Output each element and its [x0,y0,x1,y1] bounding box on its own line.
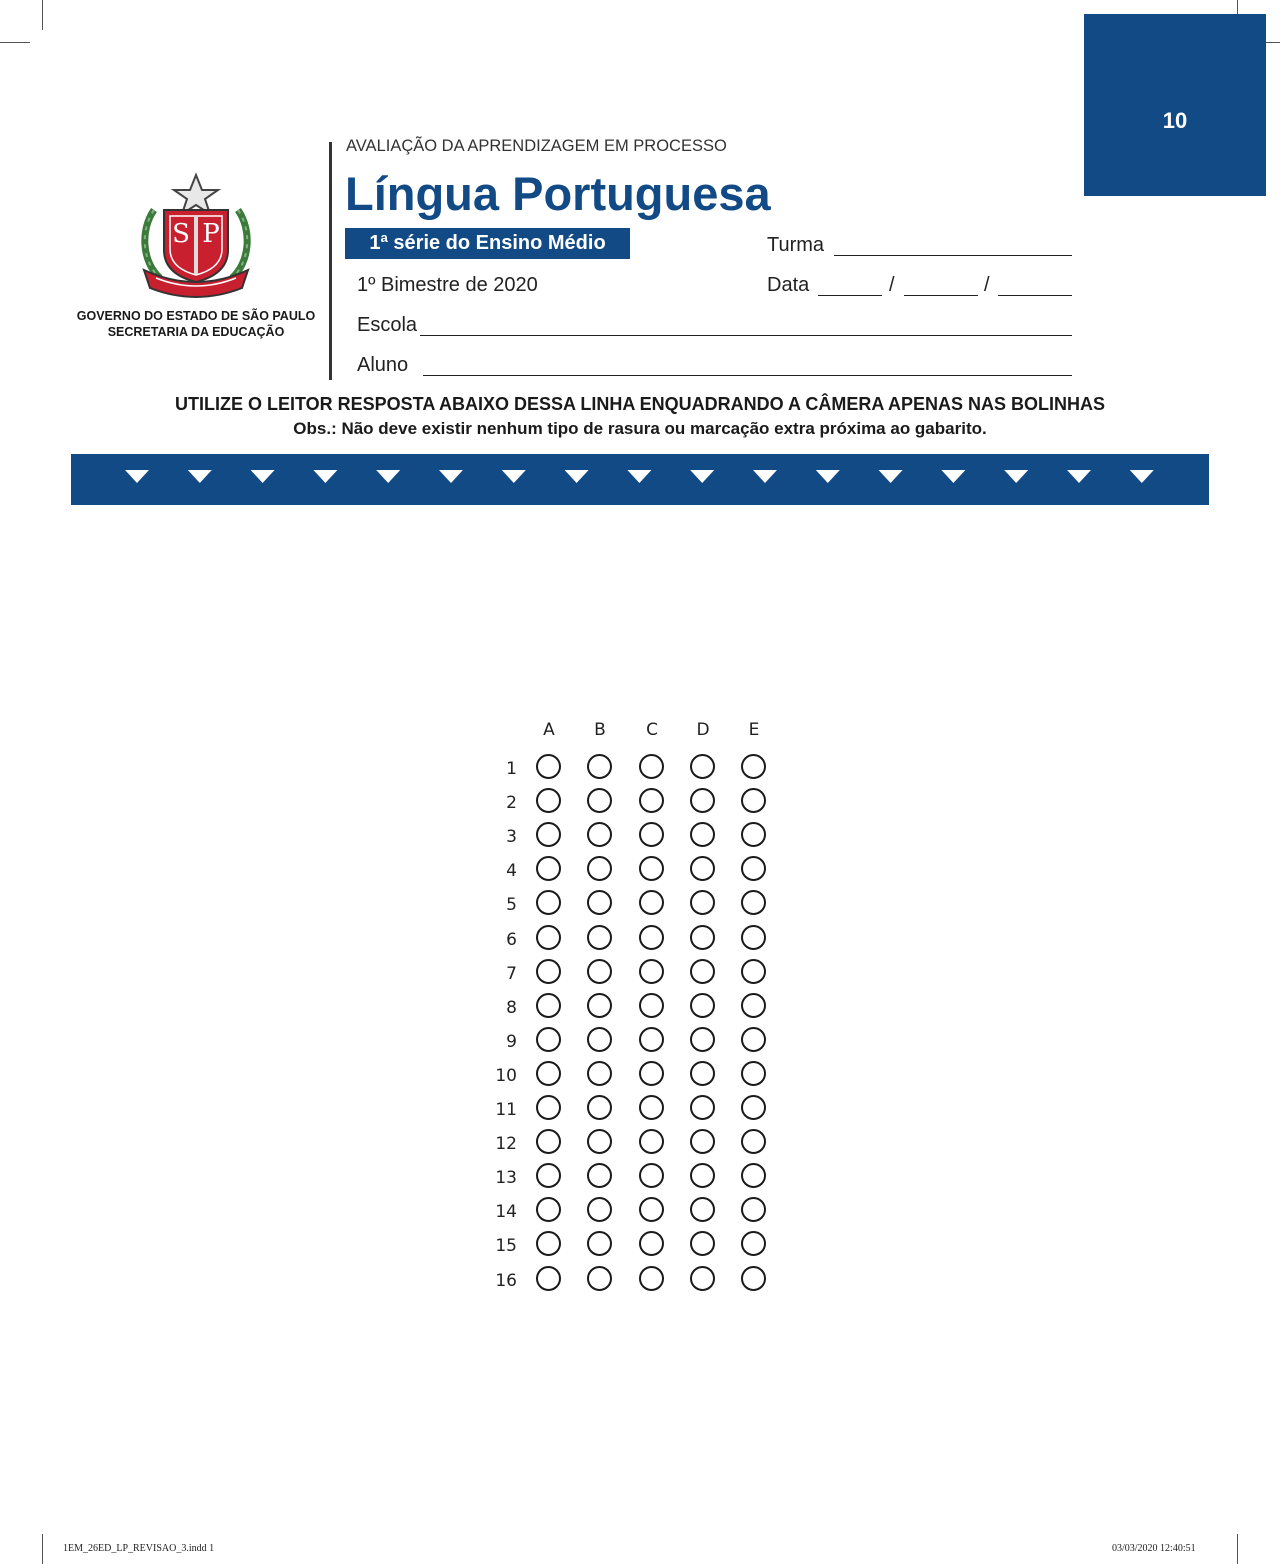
answer-bubble-6-b[interactable] [587,925,612,950]
aluno-label: Aluno [357,354,409,376]
answer-bubble-8-a[interactable] [536,993,561,1018]
question-number: 8 [506,997,517,1018]
answer-bubble-14-d[interactable] [690,1197,715,1222]
scanner-note: Obs.: Não deve existir nenhum tipo de rasura ou marcação extra próxima ao gabarito. [293,419,987,438]
answer-bubble-15-b[interactable] [587,1231,612,1256]
answer-bubble-16-d[interactable] [690,1266,715,1291]
answer-bubble-13-e[interactable] [741,1163,766,1188]
answer-bubble-16-c[interactable] [639,1266,664,1291]
answer-bubble-8-c[interactable] [639,993,664,1018]
answer-bubble-6-a[interactable] [536,925,561,950]
answer-bubble-8-d[interactable] [690,993,715,1018]
answer-bubble-4-d[interactable] [690,856,715,881]
svg-text:S: S [172,219,190,249]
answer-bubble-7-e[interactable] [741,959,766,984]
question-number: 4 [506,861,517,882]
secretariat-line: SECRETARIA DA EDUCAÇÃO [107,325,285,339]
subject-title: Língua Portuguesa [345,167,771,220]
answer-bubble-15-a[interactable] [536,1231,561,1256]
turma-label: Turma [767,234,825,256]
answer-bubble-5-d[interactable] [690,890,715,915]
answer-bubble-13-d[interactable] [690,1163,715,1188]
answer-bubble-5-c[interactable] [639,890,664,915]
evaluation-title: AVALIAÇÃO DA APRENDIZAGEM EM PROCESSO [346,137,727,155]
answer-bubble-12-e[interactable] [741,1129,766,1154]
answer-bubble-8-b[interactable] [587,993,612,1018]
answer-bubble-10-e[interactable] [741,1061,766,1086]
answer-bubble-13-a[interactable] [536,1163,561,1188]
answer-bubble-8-e[interactable] [741,993,766,1018]
question-number: 2 [506,793,517,814]
question-number: 16 [495,1270,517,1291]
answer-bubble-12-d[interactable] [690,1129,715,1154]
question-number: 3 [506,827,517,848]
answer-bubble-1-b[interactable] [587,754,612,779]
answer-bubble-10-d[interactable] [690,1061,715,1086]
answer-bubble-10-b[interactable] [587,1061,612,1086]
option-letter-d: D [696,720,710,740]
answer-bubble-2-a[interactable] [536,788,561,813]
answer-bubble-3-e[interactable] [741,822,766,847]
footer-datetime: 03/03/2020 12:40:51 [1112,1543,1196,1554]
answer-bubble-4-e[interactable] [741,856,766,881]
answer-bubble-9-d[interactable] [690,1027,715,1052]
question-number: 9 [506,1031,517,1052]
option-letter-a: A [543,720,555,740]
answer-bubble-12-b[interactable] [587,1129,612,1154]
question-number: 15 [495,1236,517,1257]
government-line: GOVERNO DO ESTADO DE SÃO PAULO [76,309,316,323]
answer-bubble-2-d[interactable] [690,788,715,813]
answer-bubble-14-a[interactable] [536,1197,561,1222]
answer-bubble-5-e[interactable] [741,890,766,915]
answer-bubble-11-d[interactable] [690,1095,715,1120]
page-number: 10 [1162,108,1188,133]
answer-bubble-15-c[interactable] [639,1231,664,1256]
answer-bubble-16-a[interactable] [536,1266,561,1291]
answer-bubble-7-c[interactable] [639,959,664,984]
answer-bubble-13-c[interactable] [639,1163,664,1188]
answer-bubble-9-c[interactable] [639,1027,664,1052]
question-number: 1 [506,759,517,779]
data-label: Data [767,274,810,296]
footer-filename: 1EM_26ED_LP_REVISAO_3.indd 1 [63,1543,215,1554]
answer-bubble-4-a[interactable] [536,856,561,881]
answer-bubble-3-a[interactable] [536,822,561,847]
answer-bubble-1-d[interactable] [690,754,715,779]
answer-bubble-9-e[interactable] [741,1027,766,1052]
answer-bubble-2-e[interactable] [741,788,766,813]
answer-bubble-9-a[interactable] [536,1027,561,1052]
answer-bubble-13-b[interactable] [587,1163,612,1188]
date-separator: / [889,274,895,296]
answer-bubble-2-c[interactable] [639,788,664,813]
answer-bubble-6-d[interactable] [690,925,715,950]
answer-bubble-6-c[interactable] [639,925,664,950]
answer-bubble-2-b[interactable] [587,788,612,813]
answer-bubble-3-c[interactable] [639,822,664,847]
svg-text:P: P [202,219,220,249]
answer-bubble-1-c[interactable] [639,754,664,779]
answer-bubble-14-e[interactable] [741,1197,766,1222]
question-number: 11 [495,1100,517,1120]
answer-bubble-4-b[interactable] [587,856,612,881]
answer-bubble-1-a[interactable] [536,754,561,779]
scanner-instruction: UTILIZE O LEITOR RESPOSTA ABAIXO DESSA LINHA ENQUADRANDO A CÂMERA APENAS NAS BOLINHAS [174,394,1106,414]
question-number: 7 [506,963,517,984]
answer-bubble-11-c[interactable] [639,1095,664,1120]
answer-bubble-7-a[interactable] [536,959,561,984]
answer-bubble-7-d[interactable] [690,959,715,984]
grade-badge: 1ª série do Ensino Médio [345,228,630,259]
option-letter-c: C [646,720,658,740]
answer-bubble-4-c[interactable] [639,856,664,881]
option-letter-b: B [594,720,606,740]
answer-bubble-7-b[interactable] [587,959,612,984]
answer-bubble-5-b[interactable] [587,890,612,915]
answer-bubble-3-b[interactable] [587,822,612,847]
answer-bubble-3-d[interactable] [690,822,715,847]
answer-bubble-6-e[interactable] [741,925,766,950]
answer-bubble-11-e[interactable] [741,1095,766,1120]
answer-bubble-1-e[interactable] [741,754,766,779]
answer-bubble-12-c[interactable] [639,1129,664,1154]
period-label: 1º Bimestre de 2020 [357,274,538,296]
answer-bubble-5-a[interactable] [536,890,561,915]
answer-bubble-9-b[interactable] [587,1027,612,1052]
answer-bubble-16-b[interactable] [587,1266,612,1291]
option-letter-e: E [748,720,760,740]
escola-label: Escola [357,314,418,336]
answer-bubble-14-b[interactable] [587,1197,612,1222]
question-number: 6 [506,929,517,950]
question-number: 10 [495,1065,517,1086]
answer-bubble-11-b[interactable] [587,1095,612,1120]
question-number: 5 [506,895,517,916]
answer-bubble-10-a[interactable] [536,1061,561,1086]
answer-bubble-15-e[interactable] [741,1231,766,1256]
answer-bubble-14-c[interactable] [639,1197,664,1222]
date-separator: / [984,274,990,296]
answer-bubble-16-e[interactable] [741,1266,766,1291]
question-number: 14 [495,1202,517,1223]
question-number: 12 [495,1134,517,1155]
answer-bubble-10-c[interactable] [639,1061,664,1086]
answer-bubble-11-a[interactable] [536,1095,561,1120]
question-number: 13 [495,1168,517,1189]
answer-bubble-12-a[interactable] [536,1129,561,1154]
answer-bubble-15-d[interactable] [690,1231,715,1256]
